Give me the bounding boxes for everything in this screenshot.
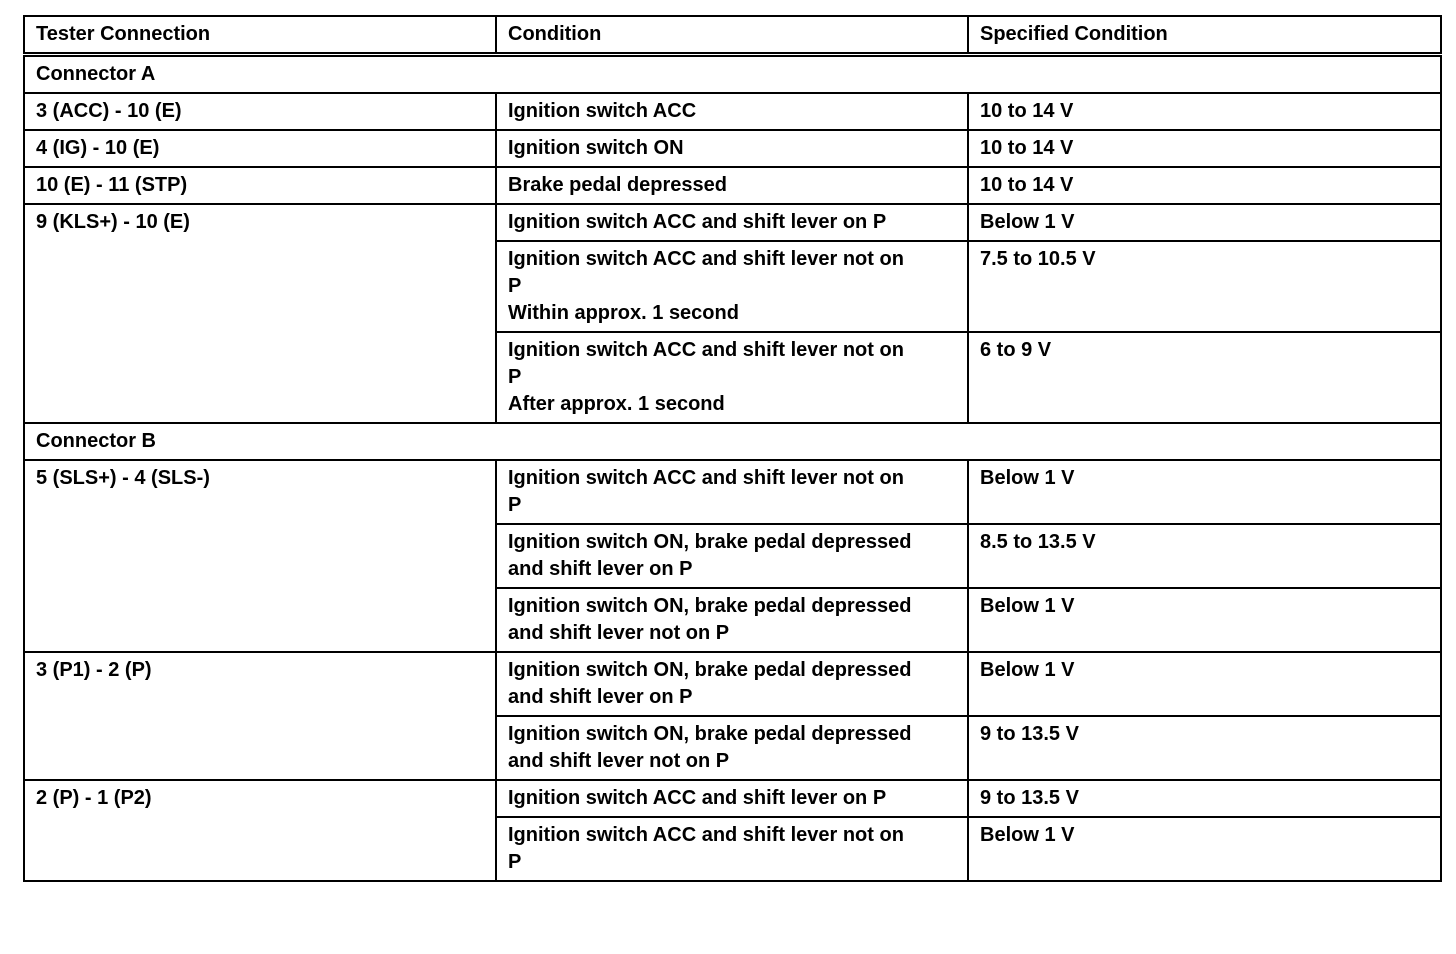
specified-condition-cell: Below 1 V <box>968 204 1441 241</box>
tester-connection-cell: 9 (KLS+) - 10 (E) <box>24 204 496 423</box>
condition-line: P <box>508 494 522 516</box>
condition-cell <box>496 652 968 716</box>
condition-line: Within approx. 1 second <box>508 302 739 324</box>
section-row-connector-b <box>24 423 1441 460</box>
condition-line: and shift lever not on P <box>508 622 730 644</box>
specified-condition-cell: 10 to 14 V <box>968 130 1441 167</box>
header-specified-condition: Specified Condition <box>968 16 1441 55</box>
specified-condition-cell: Below 1 V <box>968 652 1441 716</box>
table-row <box>24 167 1441 204</box>
condition-line: Ignition switch ACC and shift lever not on <box>508 248 904 270</box>
specified-condition-cell: 10 to 14 V <box>968 167 1441 204</box>
specified-condition-cell: Below 1 V <box>968 460 1441 524</box>
specified-condition-cell: 7.5 to 10.5 V <box>968 241 1441 332</box>
condition-line: and shift lever on P <box>508 558 693 580</box>
condition-line: Ignition switch ACC and shift lever not on <box>508 339 904 361</box>
table-row <box>24 204 1441 241</box>
condition-cell: Brake pedal depressed <box>496 167 968 204</box>
condition-cell: Ignition switch ACC and shift lever on P <box>496 204 968 241</box>
specified-condition-cell: 8.5 to 13.5 V <box>968 524 1441 588</box>
condition-cell <box>496 524 968 588</box>
table-row <box>24 652 1441 716</box>
condition-line: Ignition switch ON, brake pedal depressed <box>508 723 912 745</box>
specified-condition-cell: Below 1 V <box>968 588 1441 652</box>
section-connector-b: Connector B <box>24 423 1441 460</box>
condition-line: Ignition switch ACC and shift lever not on <box>508 824 904 846</box>
header-condition: Condition <box>496 16 968 55</box>
section-row-connector-a <box>24 55 1441 94</box>
tester-connection-cell: 5 (SLS+) - 4 (SLS-) <box>24 460 496 652</box>
table-row <box>24 780 1441 817</box>
condition-cell <box>496 817 968 881</box>
section-connector-a: Connector A <box>24 55 1441 94</box>
condition-cell <box>496 332 968 423</box>
tester-connection-cell: 4 (IG) - 10 (E) <box>24 130 496 167</box>
table-row <box>24 460 1441 524</box>
specification-table <box>23 15 1442 882</box>
condition-line: and shift lever not on P <box>508 750 730 772</box>
tester-connection-cell: 10 (E) - 11 (STP) <box>24 167 496 204</box>
specified-condition-cell: 6 to 9 V <box>968 332 1441 423</box>
table-row <box>24 130 1441 167</box>
condition-cell <box>496 241 968 332</box>
condition-cell <box>496 588 968 652</box>
condition-cell <box>496 460 968 524</box>
tester-connection-cell: 3 (P1) - 2 (P) <box>24 652 496 780</box>
condition-line: After approx. 1 second <box>508 393 725 415</box>
tester-connection-cell: 3 (ACC) - 10 (E) <box>24 93 496 130</box>
tester-connection-cell: 2 (P) - 1 (P2) <box>24 780 496 881</box>
table-row <box>24 93 1441 130</box>
condition-line: and shift lever on P <box>508 686 693 708</box>
specified-condition-cell: 9 to 13.5 V <box>968 716 1441 780</box>
condition-line: P <box>508 366 522 388</box>
condition-line: P <box>508 851 522 873</box>
condition-cell: Ignition switch ACC <box>496 93 968 130</box>
condition-line: Ignition switch ACC and shift lever not on <box>508 467 904 489</box>
specified-condition-cell: 10 to 14 V <box>968 93 1441 130</box>
condition-line: Ignition switch ON, brake pedal depressed <box>508 659 912 681</box>
condition-cell: Ignition switch ACC and shift lever on P <box>496 780 968 817</box>
condition-line: P <box>508 275 522 297</box>
header-tester-connection: Tester Connection <box>24 16 496 55</box>
condition-cell <box>496 716 968 780</box>
condition-line: Ignition switch ON, brake pedal depressed <box>508 595 912 617</box>
condition-cell: Ignition switch ON <box>496 130 968 167</box>
table-header-row <box>24 16 1441 55</box>
specified-condition-cell: Below 1 V <box>968 817 1441 881</box>
condition-line: Ignition switch ON, brake pedal depressed <box>508 531 912 553</box>
specified-condition-cell: 9 to 13.5 V <box>968 780 1441 817</box>
